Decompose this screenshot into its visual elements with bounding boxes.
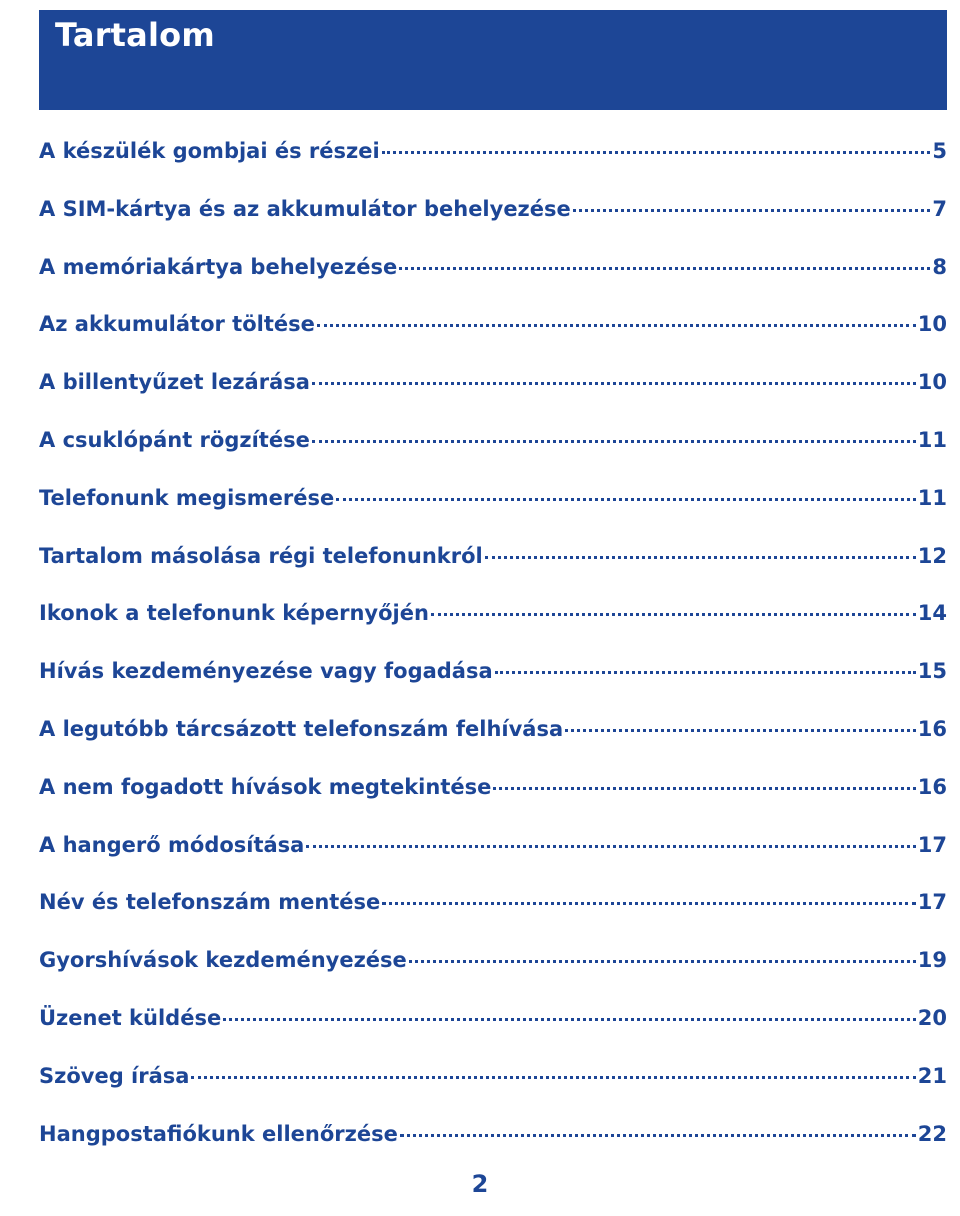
dot-leader bbox=[399, 267, 930, 270]
toc-entry[interactable] bbox=[39, 706, 947, 764]
toc-entry-page: 8 bbox=[932, 254, 947, 279]
dot-leader bbox=[409, 960, 916, 963]
toc-entry-title: A memóriakártya behelyezése bbox=[39, 254, 398, 279]
toc-entry-title: Telefonunk megismerése bbox=[39, 485, 335, 510]
toc-entry-page: 20 bbox=[917, 1005, 947, 1030]
dot-leader bbox=[382, 151, 931, 154]
toc-entry-title: A készülék gombjai és részei bbox=[39, 139, 380, 163]
toc-entry[interactable] bbox=[39, 590, 947, 648]
toc-entry-page: 16 bbox=[917, 774, 947, 799]
toc-entry[interactable] bbox=[39, 764, 947, 822]
toc-entry-page: 15 bbox=[917, 659, 947, 684]
toc-entry-page: 21 bbox=[917, 1063, 947, 1088]
dot-leader bbox=[565, 729, 916, 732]
toc-entry-page: 17 bbox=[917, 890, 947, 915]
toc-entry-page: 5 bbox=[932, 139, 947, 163]
toc-entry-page: 19 bbox=[917, 948, 947, 973]
dot-leader bbox=[191, 1076, 915, 1079]
toc-entry-title: A hangerő módosítása bbox=[39, 832, 305, 857]
dot-leader bbox=[306, 845, 915, 848]
toc-entry[interactable] bbox=[39, 533, 947, 591]
toc-entry-title: Az akkumulátor töltése bbox=[39, 312, 315, 337]
toc-entry-title: Üzenet küldése bbox=[39, 1005, 222, 1030]
dot-leader bbox=[431, 613, 916, 616]
toc-entry-title: Szöveg írása bbox=[39, 1063, 190, 1088]
toc-entry-page: 11 bbox=[917, 485, 947, 510]
toc-entry-page: 22 bbox=[917, 1121, 947, 1146]
dot-leader bbox=[312, 440, 916, 443]
toc-entry-title: A legutóbb tárcsázott telefonszám felhívása bbox=[39, 716, 564, 741]
toc-entry-title: Hangpostafiókunk ellenőrzése bbox=[39, 1121, 398, 1146]
page-title: Tartalom bbox=[55, 16, 215, 54]
page-number: 2 bbox=[471, 1170, 489, 1198]
toc-entry[interactable] bbox=[39, 417, 947, 475]
toc-entry-page: 11 bbox=[917, 427, 947, 452]
dot-leader bbox=[382, 902, 915, 905]
dot-leader bbox=[495, 671, 916, 674]
dot-leader bbox=[573, 209, 931, 212]
toc-entry-title: A SIM-kártya és az akkumulátor behelyezése bbox=[39, 196, 571, 221]
toc-entry-title: A nem fogadott hívások megtekintése bbox=[39, 774, 492, 799]
toc-entry-page: 10 bbox=[917, 312, 947, 337]
toc-entry[interactable] bbox=[39, 128, 947, 186]
toc-entry[interactable] bbox=[39, 822, 947, 880]
dot-leader bbox=[493, 787, 915, 790]
toc-entry-page: 14 bbox=[917, 601, 947, 626]
toc-entry[interactable] bbox=[39, 301, 947, 359]
toc-entry-title: Hívás kezdeményezése vagy fogadása bbox=[39, 659, 493, 684]
dot-leader bbox=[317, 324, 916, 327]
dot-leader bbox=[485, 556, 916, 559]
toc-entry-title: Ikonok a telefonunk képernyőjén bbox=[39, 601, 429, 626]
toc-entry-page: 12 bbox=[917, 543, 947, 568]
toc-entry-page: 10 bbox=[917, 370, 947, 395]
toc-entry[interactable] bbox=[39, 186, 947, 244]
dot-leader bbox=[223, 1018, 916, 1021]
toc-entry-page: 17 bbox=[917, 832, 947, 857]
table-of-contents bbox=[39, 128, 947, 1168]
toc-entry[interactable] bbox=[39, 937, 947, 995]
dot-leader bbox=[312, 382, 916, 385]
toc-entry-title: Tartalom másolása régi telefonunkról bbox=[39, 543, 483, 568]
toc-entry[interactable] bbox=[39, 1111, 947, 1169]
toc-entry[interactable] bbox=[39, 1053, 947, 1111]
toc-entry[interactable] bbox=[39, 648, 947, 706]
toc-entry[interactable] bbox=[39, 359, 947, 417]
dot-leader bbox=[400, 1134, 916, 1137]
toc-entry[interactable] bbox=[39, 244, 947, 302]
toc-entry[interactable] bbox=[39, 995, 947, 1053]
toc-entry-title: A csuklópánt rögzítése bbox=[39, 427, 310, 452]
toc-entry-title: A billentyűzet lezárása bbox=[39, 370, 310, 395]
toc-entry-title: Név és telefonszám mentése bbox=[39, 890, 381, 915]
header-band bbox=[39, 10, 947, 110]
toc-entry[interactable] bbox=[39, 879, 947, 937]
toc-entry-title: Gyorshívások kezdeményezése bbox=[39, 948, 407, 973]
dot-leader bbox=[336, 498, 916, 501]
toc-entry[interactable] bbox=[39, 475, 947, 533]
toc-entry-page: 16 bbox=[917, 716, 947, 741]
toc-entry-page: 7 bbox=[932, 196, 947, 221]
